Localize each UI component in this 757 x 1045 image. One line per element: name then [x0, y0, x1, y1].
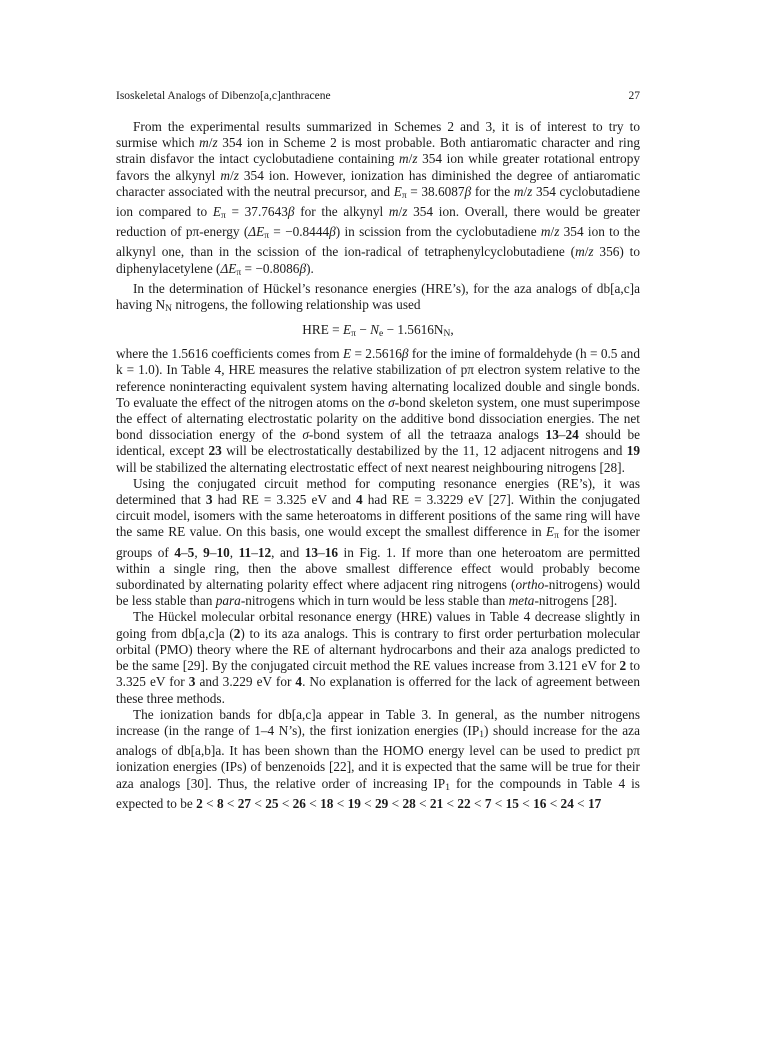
paragraph-hre-explanation: where the 1.5616 coefficients comes from E = 2.5616β for the imine of formaldehyde (h = 0.5 and k = 1.0). In Table 4, HRE measures the relative stabilization of pπ electron system relative to the reference noninteracting equivalent system having alternating localized double and single bonds. To evaluate the effect of the nitrogen atoms on the σ-bond skeleton system, one must superimpose the effect of alternating electrostatic polarity on the additive bond dissociation energies. The net bond dissociation energy of the σ-bond system of all the tetraaza analogs 13–24 should be identical, except 23 will be electrostatically destabilized by the 11, 12 adjacent nitrogens and 19 will be stabilized the alternating electrostatic effect of next nearest neighbouring nitrogens [28]. — [116, 346, 640, 475]
hre-equation: HRE = $E_\pi - N_e - 1.5616N_N$, — [302, 322, 454, 340]
page-number: 27 — [628, 90, 640, 102]
paragraph-ionization-bands: The ionization bands for db[a,c]a appear in Table 3. In general, as the number nitrogens increase (in the range of 1–4 N’s), the first ionization energies $(IP_1)$ should increase for the aza analogs of db[a,b]a. It has been shown than the HOMO energy level can be used to predict pπ ionization energies (IPs) of benzenoids [22], and it is expected that the same will be true for their aza analogs [30]. Thus, the relative order of increasing $IP_1$ for the compounds in Table 4 is expected to be 2 < 8 < 27 < 25 < 26 < 18 < 19 < 29 < 28 < 21 < 22 < 7 < 15 < 16 < 24 < 17 — [116, 706, 640, 811]
body-text — [116, 119, 640, 812]
paragraph-hre-definition: In the determination of Hückel’s resonance energies (HRE’s), for the aza analogs of db[a,c]a having $N_N$ nitrogens, the following relationship was used — [116, 280, 640, 315]
running-title: Isoskeletal Analogs of Dibenzo[a,c]anthracene — [116, 90, 331, 102]
paragraph-conjugated-circuit: Using the conjugated circuit method for computing resonance energies (RE’s), it was determined that 3 had RE = 3.325 eV and 4 had RE = 3.3229 eV [27]. Within the conjugated circuit model, isomers with the same heteroatoms in different positions of the same ring will have the same RE value. On this basis, one would except the smallest difference in $E_\pi$ for the isomer groups of 4–5, 9–10, 11–12, and 13–16 in Fig. 1. If more than one heteroatom are permitted within a single ring, then the above smallest difference effect would probably become subordinated by alternating polarity effect where adjacent ring nitrogens (ortho-nitrogens) would be less stable than para-nitrogens which in turn would be less stable than meta-nitrogens [28]. — [116, 475, 640, 609]
paragraph-huckel-values: The Hückel molecular orbital resonance energy (HRE) values in Table 4 decrease slightly in going from db[a,c]a (2) to its aza analogs. This is contrary to first order perturbation molecular orbital (PMO) theory where the RE of alternant hydrocarbons and their aza analogs predicted to be the same [29]. By the conjugated circuit method the RE values increase from 3.121 eV for 2 to 3.325 eV for 3 and 3.229 eV for 4. No explanation is offerred for the lack of agreement between these three methods. — [116, 609, 641, 706]
paragraph-ion-stability: From the experimental results summarized in Schemes 2 and 3, it is of interest to try to surmise which m/z 354 ion in Scheme 2 is most probable. Both antiaromatic character and ring strain disfavor the intact cyclobutadiene containing m/z 354 ion while greater rotational entropy favors the alkynyl m/z 354 ion. However, ionization has diminished the degree of antiaromatic character associated with the neutral precursor, and $E_\pi = 38.6087\beta$ for the m/z 354 cyclobutadiene ion compared to $E_\pi = 37.7643\beta$ for the alkynyl m/z 354 ion. Overall, there would be greater reduction of pπ-energy $(\Delta E_\pi = -0.8444\beta)$ in scission from the cyclobutadiene m/z 354 ion to the alkynyl one, than in the scission of the ion-radical of tetraphenylcyclobutadiene (m/z 356) to diphenylacetylene $(\Delta E_\pi = -0.8086\beta)$. — [116, 119, 641, 278]
